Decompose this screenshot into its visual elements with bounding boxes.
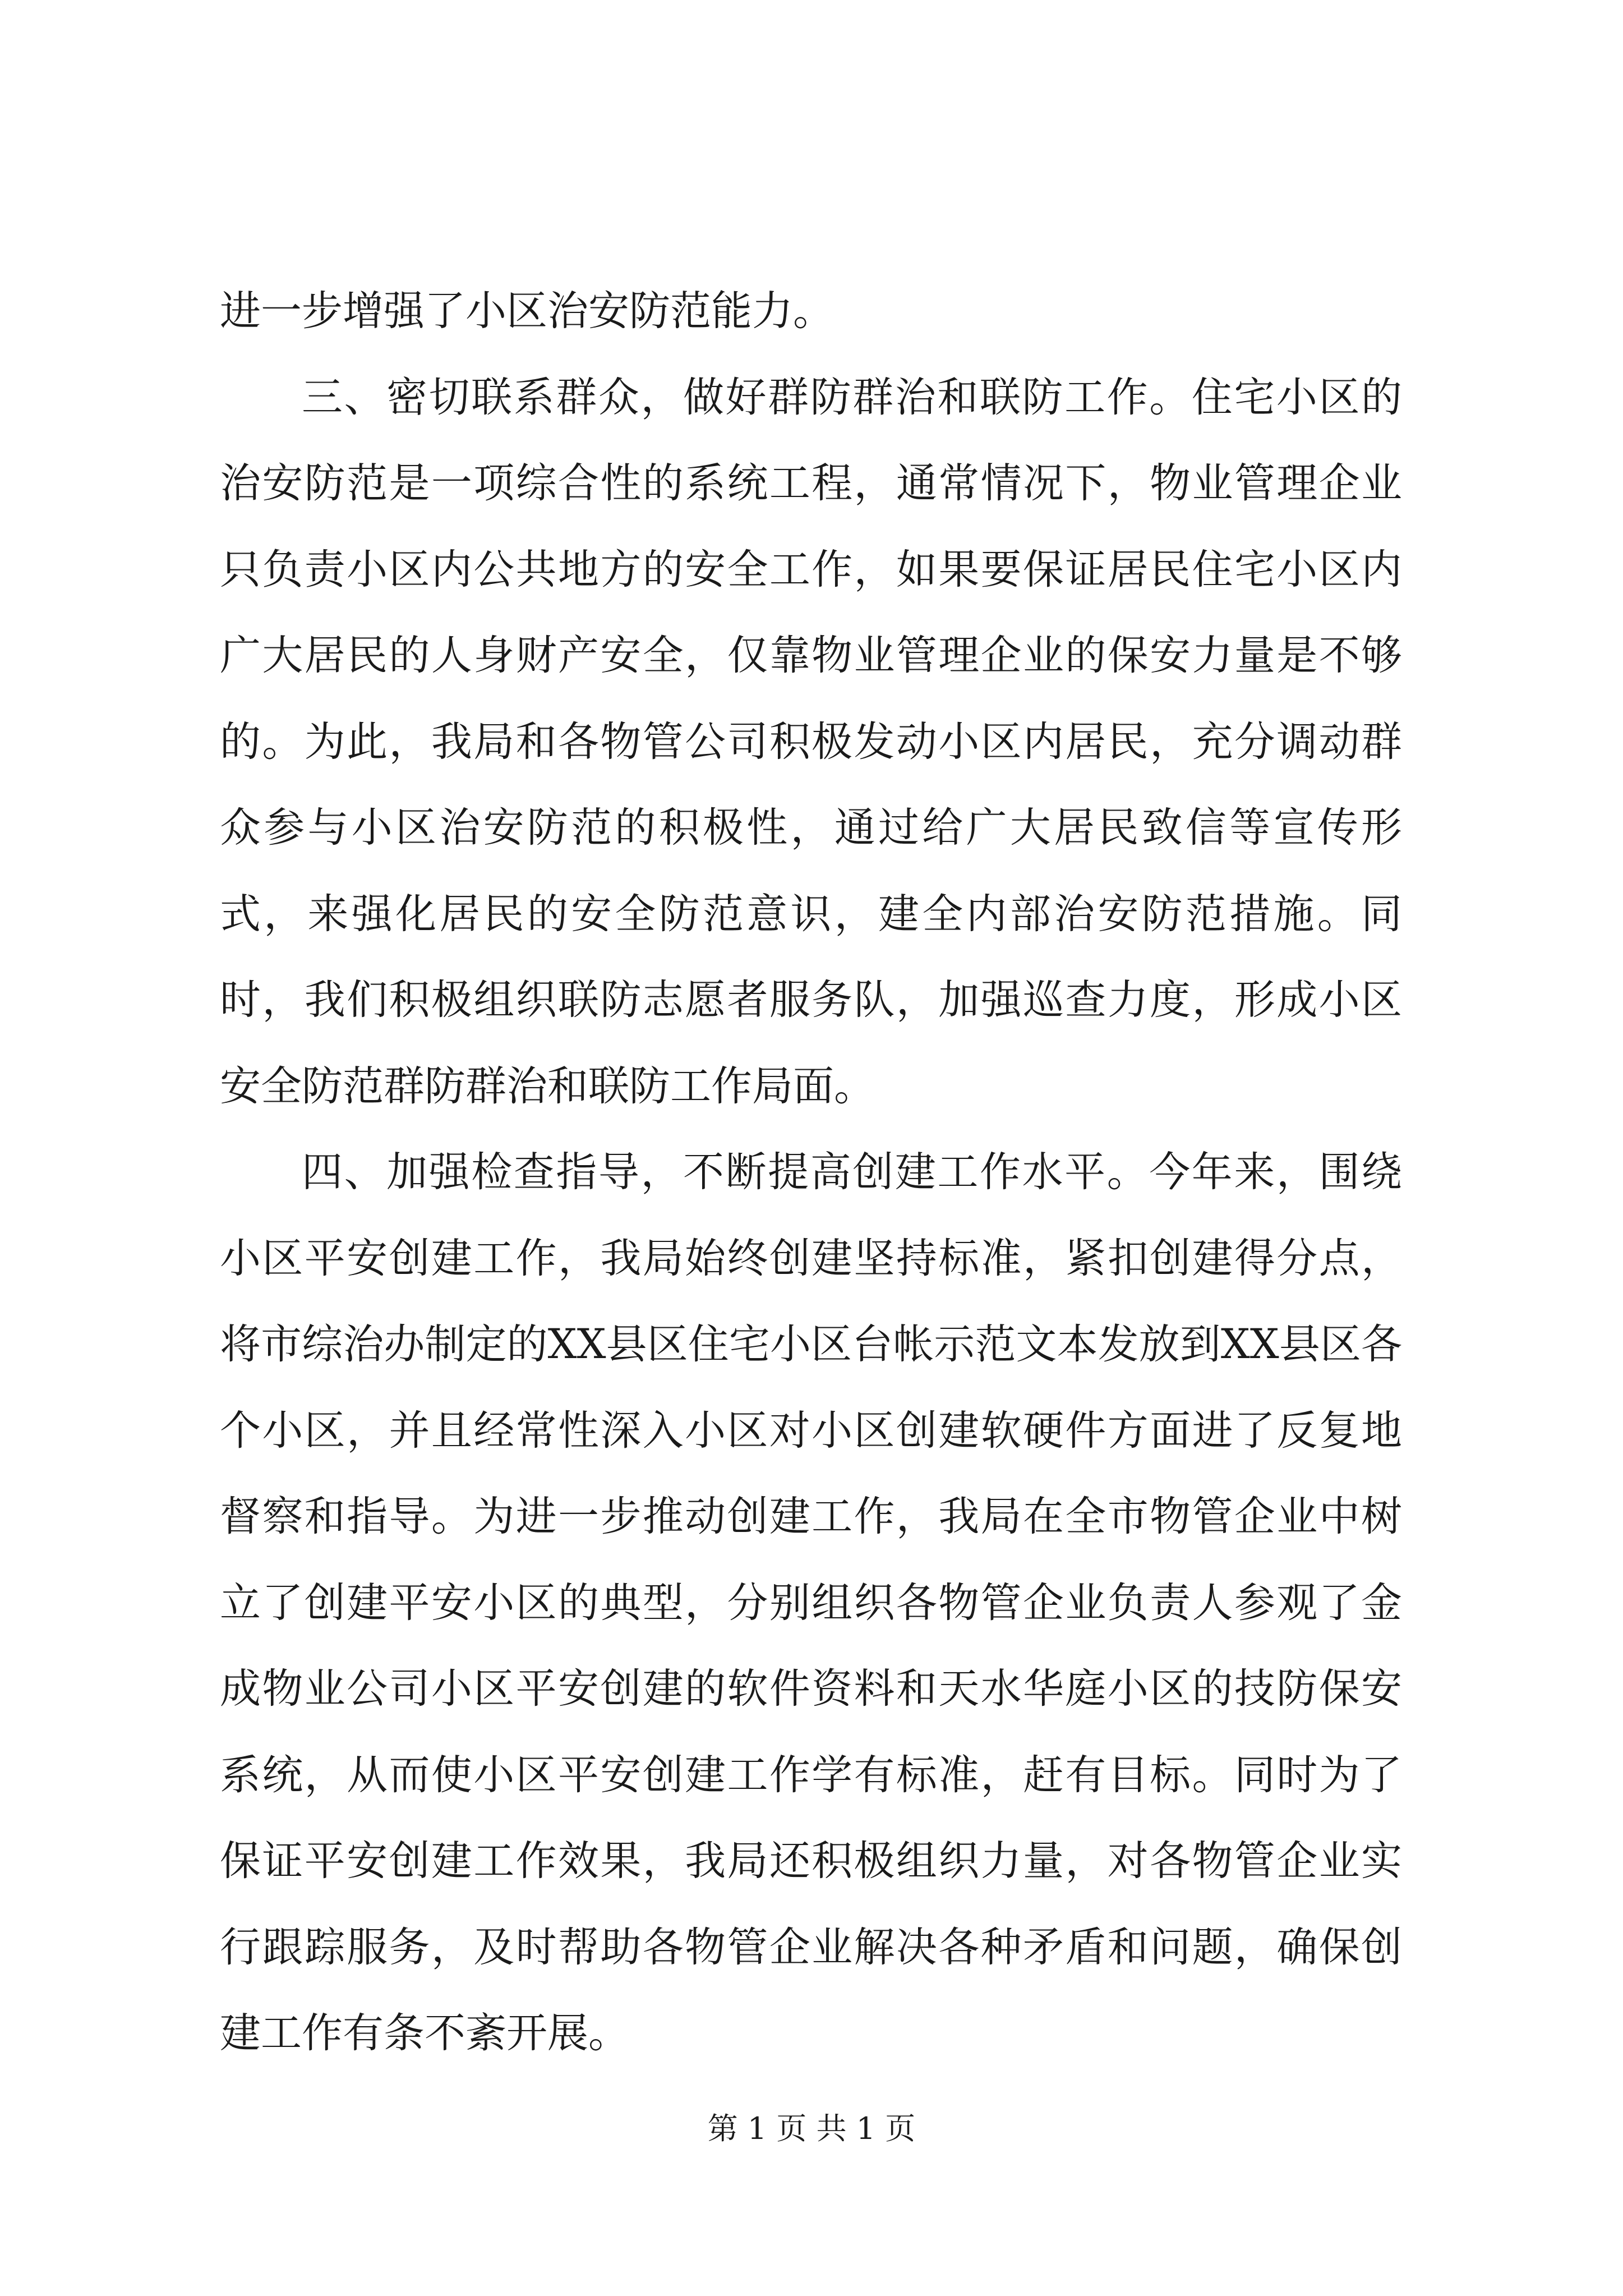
paragraph-continuation: 进一步增强了小区治安防范能力。 — [220, 287, 834, 335]
page-footer: 第 1 页 共 1 页 — [707, 2111, 916, 2146]
paragraph-section-three: 三、密切联系群众，做好群防群治和联防工作。住宅小区的治安防范是一项综合性的系统工程，通常情况下，物业管理企业只负责小区内公共地方的安全工作，如果要保证居民住宅小区内广大居民的人身财产安全，仅靠物业管理企业的保安力量是不够的。为此，我局和各物管公司积极发动小区内居民，充分调动群众参与小区治安防范的积极性，通过给广大居民致信等宣传形式，来强化居民的安全防范意识，建全内部治安防范措施。同时，我们积极组织联防志愿者服务队，加强巡查力度，形成小区安全防范群防群治和联防工作局面。 — [220, 373, 1402, 1110]
document-body — [220, 268, 1402, 2077]
paragraph-section-four: 四、加强检查指导，不断提高创建工作水平。今年来，围绕小区平安创建工作，我局始终创建坚持标准，紧扣创建得分点，将市综治办制定的XX县区住宅小区台帐示范文本发放到XX县区各个小区，并且经常性深入小区对小区创建软硬件方面进了反复地督察和指导。为进一步推动创建工作，我局在全市物管企业中树立了创建平安小区的典型，分别组织各物管企业负责人参观了金成物业公司小区平安创建的软件资料和天水华庭小区的技防保安系统，从而使小区平安创建工作学有标准，赶有目标。同时为了保证平安创建工作效果，我局还积极组织力量，对各物管企业实行跟踪服务，及时帮助各物管企业解决各种矛盾和问题，确保创建工作有条不紊开展。 — [220, 1148, 1402, 2057]
